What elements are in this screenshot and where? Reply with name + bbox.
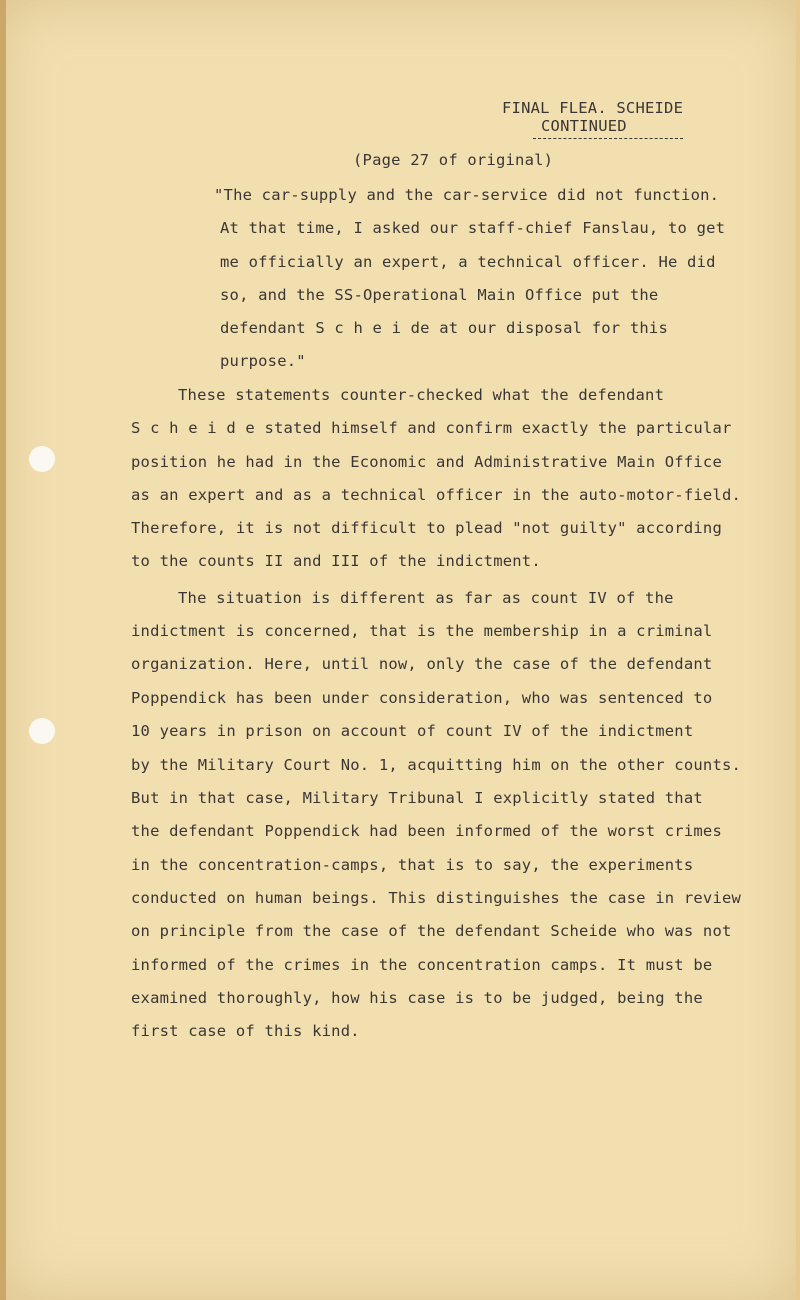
body-line: The situation is different as far as count IV of the: [178, 589, 674, 607]
body-line: by the Military Court No. 1, acquitting him on the other counts.: [131, 756, 742, 774]
body-line: These statements counter-checked what the defendant: [178, 386, 665, 404]
quote-line: so, and the SS-Operational Main Office put the: [220, 286, 659, 304]
body-line: informed of the crimes in the concentration camps. It must be: [131, 956, 713, 974]
page-edge-right: [796, 0, 800, 1300]
body-line: to the counts II and III of the indictment.: [131, 552, 541, 570]
quote-line: purpose.": [220, 352, 306, 370]
body-line: 10 years in prison on account of count IV of the indictment: [131, 722, 694, 740]
body-line: Poppendick has been under consideration, who was sentenced to: [131, 689, 713, 707]
punch-hole: [29, 446, 55, 472]
header-underline: [533, 138, 683, 139]
header-title: FINAL FLEA. SCHEIDE: [502, 99, 684, 117]
page-edge: [0, 0, 6, 1300]
body-line: S c h e i d e stated himself and confirm exactly the particular: [131, 419, 732, 437]
body-line: the defendant Poppendick had been informed of the worst crimes: [131, 822, 722, 840]
body-line: as an expert and as a technical officer in the auto-motor-field.: [131, 486, 742, 504]
quote-line: me officially an expert, a technical officer. He did: [220, 253, 716, 271]
body-line: position he had in the Economic and Administrative Main Office: [131, 453, 722, 471]
quote-line: defendant S c h e i de at our disposal for this: [220, 319, 668, 337]
quote-line: "The car-supply and the car-service did not function.: [214, 186, 720, 204]
body-line: organization. Here, until now, only the case of the defendant: [131, 655, 713, 673]
body-line: Therefore, it is not difficult to plead "not guilty" according: [131, 519, 722, 537]
header-subtitle: CONTINUED: [541, 117, 627, 135]
body-line: examined thoroughly, how his case is to be judged, being the: [131, 989, 703, 1007]
body-line: conducted on human beings. This distinguishes the case in review: [131, 889, 742, 907]
punch-hole: [29, 718, 55, 744]
body-line: on principle from the case of the defendant Scheide who was not: [131, 922, 732, 940]
body-line: But in that case, Military Tribunal I explicitly stated that: [131, 789, 703, 807]
body-line: in the concentration-camps, that is to say, the experiments: [131, 856, 694, 874]
page-reference: (Page 27 of original): [353, 151, 554, 169]
body-line: first case of this kind.: [131, 1022, 360, 1040]
quote-line: At that time, I asked our staff-chief Fanslau, to get: [220, 219, 726, 237]
body-line: indictment is concerned, that is the membership in a criminal: [131, 622, 713, 640]
